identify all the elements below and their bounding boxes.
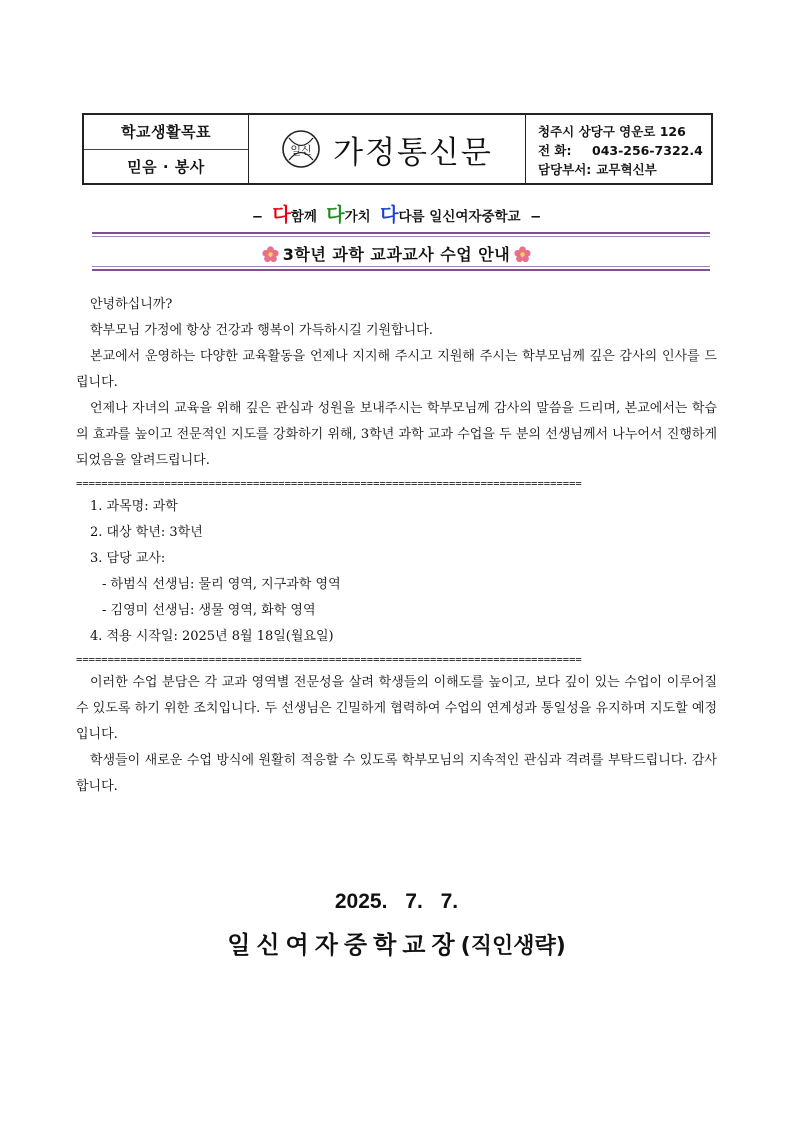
dept-name: 교무혁신부: [596, 162, 657, 177]
address: 청주시 상당구 영운로 126: [538, 124, 686, 139]
slogan-dash-left: −: [251, 209, 264, 225]
flower-icon: [514, 246, 531, 263]
letterhead: [82, 113, 713, 185]
teacher-item: - 김영미 선생님: 생물 영역, 화학 영역: [102, 603, 316, 618]
slogan-dash-right: −: [529, 209, 542, 225]
intro-paragraph: 언제나 자녀의 교육을 위해 깊은 관심과 성원을 보내주시는 학부모님께 감사의 말씀을 드리며, 본교에서는 학습의 효과를 높이고 전문적인 지도를 강화하기 위해, 3학년 과학 교과 수업을 두 분의 선생님께서 나누어서 진행하게 되었음을 알려드립니다.: [76, 401, 717, 468]
dept-label: 담당부서:: [538, 162, 592, 177]
issue-date: 2025. 7. 7.: [334, 890, 459, 913]
dept-row: [538, 160, 711, 179]
document-title: 가정통신문: [333, 134, 493, 171]
flower-icon: [262, 246, 279, 263]
notice-title: [0, 242, 793, 265]
slogan-word-2: 가치: [344, 209, 371, 225]
intro-paragraph: 학부모님 가정에 항상 건강과 행복이 가득하시길 기원합니다.: [90, 323, 433, 338]
slogan-da-2: 다: [326, 204, 345, 226]
greeting: 안녕하십니까?: [90, 297, 173, 312]
phone-label: 전 화:: [538, 143, 572, 158]
banner-bottom-line: [92, 269, 710, 271]
detail-teachers: 3. 담당 교사:: [90, 551, 166, 566]
detail-subject: 1. 과목명: 과학: [90, 499, 178, 514]
teacher-item: - 하범식 선생님: 물리 영역, 지구과학 영역: [102, 577, 341, 592]
slogan-da-1: 다: [272, 204, 291, 226]
banner-top-line-thin: [92, 236, 710, 237]
signature: [0, 925, 793, 960]
slogan-da-3: 다: [380, 204, 399, 226]
school-goal-box: [84, 115, 249, 183]
slogan-word-3: 다름 일신여자중학교: [398, 209, 521, 225]
phone-row: [538, 141, 711, 160]
school-logo-icon: [281, 129, 321, 169]
contact-info: [526, 115, 711, 183]
logo-text: 일신: [290, 144, 312, 157]
school-slogan: [0, 200, 793, 227]
separator-line: ================================================================================: [76, 654, 582, 666]
detail-start-date: 4. 적용 시작일: 2025년 8월 18일(월요일): [90, 629, 334, 644]
closing-paragraph: 이러한 수업 분담은 각 교과 영역별 전문성을 살려 학생들의 이해도를 높이고, 보다 깊이 있는 수업이 이루어질 수 있도록 하기 위한 조치입니다. 두 선생님은 긴밀하게 협력하여 수업의 연계성과 통일성을 유지하며 지도할 예정입니다.: [76, 675, 717, 742]
principal-name: 일신여자중학교장: [227, 931, 461, 959]
school-goal-label: 학교생활목표: [84, 115, 248, 150]
phone-number: 043-256-7322.4: [592, 143, 703, 158]
closing-paragraph: 학생들이 새로운 수업 방식에 원활히 적응할 수 있도록 학부모님의 지속적인 관심과 격려를 부탁드립니다. 감사합니다.: [76, 753, 717, 794]
school-goal-value: 믿음 · 봉사: [127, 157, 205, 176]
title-box: [249, 115, 526, 183]
seal-omitted-note: (직인생략): [460, 934, 566, 959]
banner-bottom-line-thin: [92, 266, 710, 267]
class-details: [76, 494, 717, 650]
separator-line: ================================================================================: [76, 478, 582, 490]
notice-title-text: 3학년 과학 교과교사 수업 안내: [282, 245, 511, 264]
intro-paragraph: 본교에서 운영하는 다양한 교육활동을 언제나 지지해 주시고 지원해 주시는 학부모님께 깊은 감사의 인사를 드립니다.: [76, 349, 717, 390]
slogan-word-1: 함께: [290, 209, 317, 225]
banner-top-line: [92, 232, 710, 234]
letter-body: [76, 292, 717, 800]
detail-grade: 2. 대상 학년: 3학년: [90, 525, 203, 540]
